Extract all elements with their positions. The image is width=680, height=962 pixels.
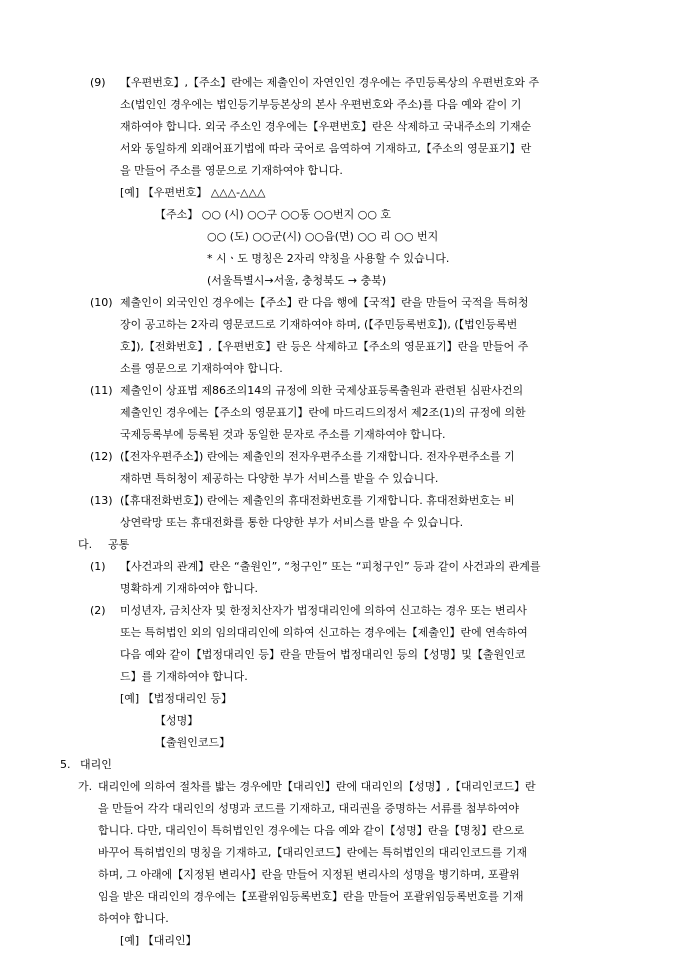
- section-number: 다.: [78, 538, 93, 551]
- section-common: [0, 534, 680, 556]
- text-line: 제출인이 상표법 제86조의14의 규정에 의한 국제상표등록출원과 관련된 심판사건의: [120, 384, 524, 397]
- text-line: 국제등록부에 등록된 것과 동일한 문자로 주소를 기재하여야 합니다.: [120, 428, 446, 441]
- text-line: 다음 예와 같이【법정대리인 등】란을 만들어 법정대리인 등의【성명】및【출원인코: [120, 648, 526, 661]
- text-line: (【전자우편주소】) 란에는 제출인의 전자우편주소를 기재합니다. 전자우편주소를 기: [120, 450, 515, 463]
- text-line: 을 만들어 주소를 영문으로 기재하여야 합니다.: [120, 164, 343, 177]
- common-item-1: [0, 556, 680, 600]
- text-line: 대리인에 의하여 절차를 밟는 경우에만【대리인】란에 대리인의【성명】,【대리인코드】란: [98, 780, 536, 793]
- example-line: ○○ (도) ○○군(시) ○○읍(면) ○○ 리 ○○ 번지: [207, 230, 439, 243]
- text-line: 재하면 특허청이 제공하는 다양한 부가 서비스를 받을 수 있습니다.: [120, 472, 439, 485]
- agent-item-ga: [0, 776, 680, 930]
- section-agent: [0, 754, 680, 776]
- item-13: [0, 490, 680, 534]
- example-line: [예] 【대리인】: [120, 934, 197, 947]
- text-line: 합니다. 다만, 대리인이 특허법인인 경우에는 다음 예와 같이【성명】란을【명칭】란으로: [98, 824, 525, 837]
- section-title: 공통: [108, 538, 130, 551]
- example-agent: [0, 930, 680, 952]
- example-9-address: [0, 204, 680, 226]
- text-line: 또는 특허법인 외의 임의대리인에 의하여 신고하는 경우에는【제출인】란에 연속하여: [120, 626, 528, 639]
- item-number: (10): [90, 296, 113, 309]
- text-line: 【사건과의 관계】란은 “출원인”, “청구인” 또는 “피청구인” 등과 같이 사건과의 관계를: [120, 560, 541, 573]
- text-line: 호】),【전화번호】,【우편번호】란 등은 삭제하고【주소의 영문표기】란을 만들어 주: [120, 340, 529, 353]
- document-page: [0, 72, 680, 952]
- example-common-2-fields: [0, 710, 680, 754]
- text-line: 하며, 그 아래에【지정된 변리사】란을 만들어 지정된 변리사의 성명을 병기하며, 포괄위: [98, 868, 520, 881]
- text-line: 소(법인인 경우에는 법인등기부등본상의 본사 우편번호와 주소)를 다음 예와 같이 기: [120, 98, 522, 111]
- text-line: (【휴대전화번호】) 란에는 제출인의 휴대전화번호를 기재합니다. 휴대전화번호는 비: [120, 494, 515, 507]
- text-line: 재하여야 합니다. 외국 주소인 경우에는【우편번호】란은 삭제하고 국내주소의 기재순: [120, 120, 532, 133]
- text-line: 하여야 합니다.: [98, 912, 169, 925]
- text-line: 을 만들어 각각 대리인의 성명과 코드를 기재하고, 대리권을 증명하는 서류를 첨부하여야: [98, 802, 519, 815]
- example-9-address-cont: [0, 226, 680, 292]
- example-common-2: [0, 688, 680, 710]
- item-number: (9): [90, 76, 106, 89]
- section-number: 5.: [60, 758, 71, 771]
- item-number: (12): [90, 450, 113, 463]
- section-title: 대리인: [80, 758, 112, 771]
- text-line: 서와 동일하게 외래어표기법에 따라 국어로 음역하여 기재하고,【주소의 영문표기】란: [120, 142, 532, 155]
- item-10: [0, 292, 680, 380]
- example-line: (서울특별시→서울, 충청북도 → 충북): [207, 274, 387, 287]
- item-11: [0, 380, 680, 446]
- example-line: 【성명】: [155, 714, 199, 727]
- text-line: 【우편번호】,【주소】란에는 제출인이 자연인인 경우에는 주민등록상의 우편번호와 주: [120, 76, 540, 89]
- example-9: [0, 182, 680, 204]
- item-number: 가.: [78, 780, 93, 793]
- text-line: 임을 받은 대리인의 경우에는【포괄위임등록번호】란을 만들어 포괄위임등록번호를 기재: [98, 890, 524, 903]
- text-line: 제출인인 경우에는【주소의 영문표기】란에 마드리드의정서 제2조(1)의 규정에 의한: [120, 406, 526, 419]
- item-9: [0, 72, 680, 182]
- text-line: 미성년자, 금치산자 및 한정치산자가 법정대리인에 의하여 신고하는 경우 또는 변리사: [120, 604, 527, 617]
- item-number: (1): [90, 560, 106, 573]
- example-line: [예] 【우편번호】 △△△-△△△: [120, 186, 266, 199]
- common-item-2: [0, 600, 680, 688]
- text-line: 소를 영문으로 기재하여야 합니다.: [120, 362, 283, 375]
- example-line: 【출원인코드】: [155, 736, 231, 749]
- item-12: [0, 446, 680, 490]
- example-line: [예] 【법정대리인 등】: [120, 692, 232, 705]
- text-line: 장이 공고하는 2자리 영문코드로 기재하여야 하며, (【주민등록번호】), (【법인등록번: [120, 318, 518, 331]
- text-line: 명확하게 기재하여야 합니다.: [120, 582, 259, 595]
- item-number: (11): [90, 384, 113, 397]
- item-number: (2): [90, 604, 106, 617]
- text-line: 제출인이 외국인인 경우에는【주소】란 다음 행에【국적】란을 만들어 국적을 특허청: [120, 296, 529, 309]
- text-line: 드】를 기재하여야 합니다.: [120, 670, 248, 683]
- text-line: 바꾸어 특허법인의 명칭을 기재하고,【대리인코드】란에는 특허법인의 대리인코드를 기재: [98, 846, 528, 859]
- example-line: 【주소】 ○○ (시) ○○구 ○○동 ○○번지 ○○ 호: [155, 208, 392, 221]
- item-number: (13): [90, 494, 113, 507]
- text-line: 상연락망 또는 휴대전화를 통한 다양한 부가 서비스를 받을 수 있습니다.: [120, 516, 464, 529]
- example-line: * 시ㆍ도 명칭은 2자리 약칭을 사용할 수 있습니다.: [207, 252, 450, 265]
